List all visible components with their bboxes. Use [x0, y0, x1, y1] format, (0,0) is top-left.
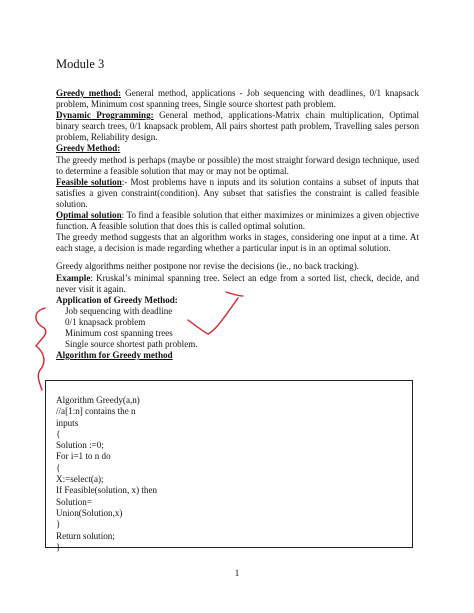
- bracket-mark: [36, 308, 46, 390]
- algorithm-code: [56, 395, 386, 553]
- dynamic-programming-label: Dynamic Programming:: [56, 110, 154, 121]
- page-number: 1: [234, 568, 240, 578]
- applications-heading: Application of Greedy Method:: [56, 294, 178, 305]
- page-title: Module 3: [56, 57, 105, 71]
- code-line: inputs: [56, 417, 79, 428]
- stages-paragraph: The greedy method suggests that an algorithm works in stages, considering one input at a time. At each stage, a decision is made regarding whether a particular input is in an optimal solution.: [56, 232, 419, 254]
- greedy-method-paragraph: [56, 88, 419, 110]
- feasible-solution-text: :- Most problems have n inputs and its solution contains a subset of inputs that satisfies a given constraint(condition). Any subset that satisfies the constraint is called feasible solution.: [56, 176, 419, 209]
- list-item: Single source shortest path problem.: [65, 339, 198, 350]
- code-line: }: [56, 541, 61, 552]
- body-text: [56, 88, 419, 361]
- code-line: Algorithm Greedy(a,n): [56, 395, 140, 405]
- list-item: 0/1 knapsack problem: [65, 316, 146, 327]
- greedy-method-text: General method, applications - Job sequencing with deadlines, 0/1 knapsack problem, Minimum cost spanning trees, Single source shortest path problem.: [56, 88, 419, 110]
- code-line: }: [56, 519, 61, 530]
- algorithm-heading: [56, 350, 419, 361]
- code-line: Solution=: [56, 496, 92, 507]
- optimal-solution-text: : To find a feasible solution that either maximizes or minimizes a given objective function. A feasible solution that does this is called optimal solution.: [56, 210, 419, 232]
- code-line: X:=select(a);: [56, 474, 104, 485]
- postpone-paragraph: Greedy algorithms neither postpone nor revise the decisions (ie., no back tracking).: [56, 261, 360, 272]
- list-item: Minimum cost spanning trees: [65, 327, 173, 338]
- spacer: [56, 254, 419, 261]
- greedy-method-label: Greedy method:: [56, 88, 122, 98]
- code-line: For i=1 to n do: [56, 451, 111, 462]
- code-line: //a[1:n] contains the n: [56, 406, 136, 417]
- optimal-solution-paragraph: [56, 210, 419, 232]
- greedy-method-heading-label: Greedy Method:: [56, 143, 121, 154]
- code-line: {: [56, 428, 61, 439]
- feasible-solution-paragraph: [56, 177, 419, 210]
- code-line: Solution :=0;: [56, 440, 104, 451]
- applications-list: [56, 306, 419, 350]
- dynamic-programming-paragraph: [56, 110, 419, 143]
- example-paragraph: [56, 273, 419, 295]
- example-label: Example: [56, 272, 91, 283]
- list-item: Job sequencing with deadline: [65, 305, 173, 316]
- example-text: : Kruskal’s minimal spanning tree. Select an edge from a sorted list, check, decide, and never visit it again.: [56, 272, 419, 294]
- dynamic-programming-text: General method, applications-Matrix chain multiplication, Optimal binary search trees, 0/1 knapsack problem, All pairs shortest path problem, Travelling sales person problem, Reliability design.: [56, 110, 419, 143]
- greedy-method-heading: [56, 143, 419, 154]
- optimal-solution-label: Optimal solution: [56, 210, 122, 221]
- code-line: Union(Solution,x): [56, 507, 123, 518]
- feasible-solution-label: Feasible solution: [56, 176, 122, 187]
- code-line: If Feasible(solution, x) then: [56, 485, 158, 496]
- algorithm-heading-label: Algorithm for Greedy method: [56, 350, 173, 361]
- code-line: {: [56, 462, 61, 473]
- greedy-intro-paragraph: The greedy method is perhaps (maybe or possible) the most straight forward design technique, used to determine a feasible solution that may or may not be optimal.: [56, 154, 419, 176]
- code-line: Return solution;: [56, 530, 115, 541]
